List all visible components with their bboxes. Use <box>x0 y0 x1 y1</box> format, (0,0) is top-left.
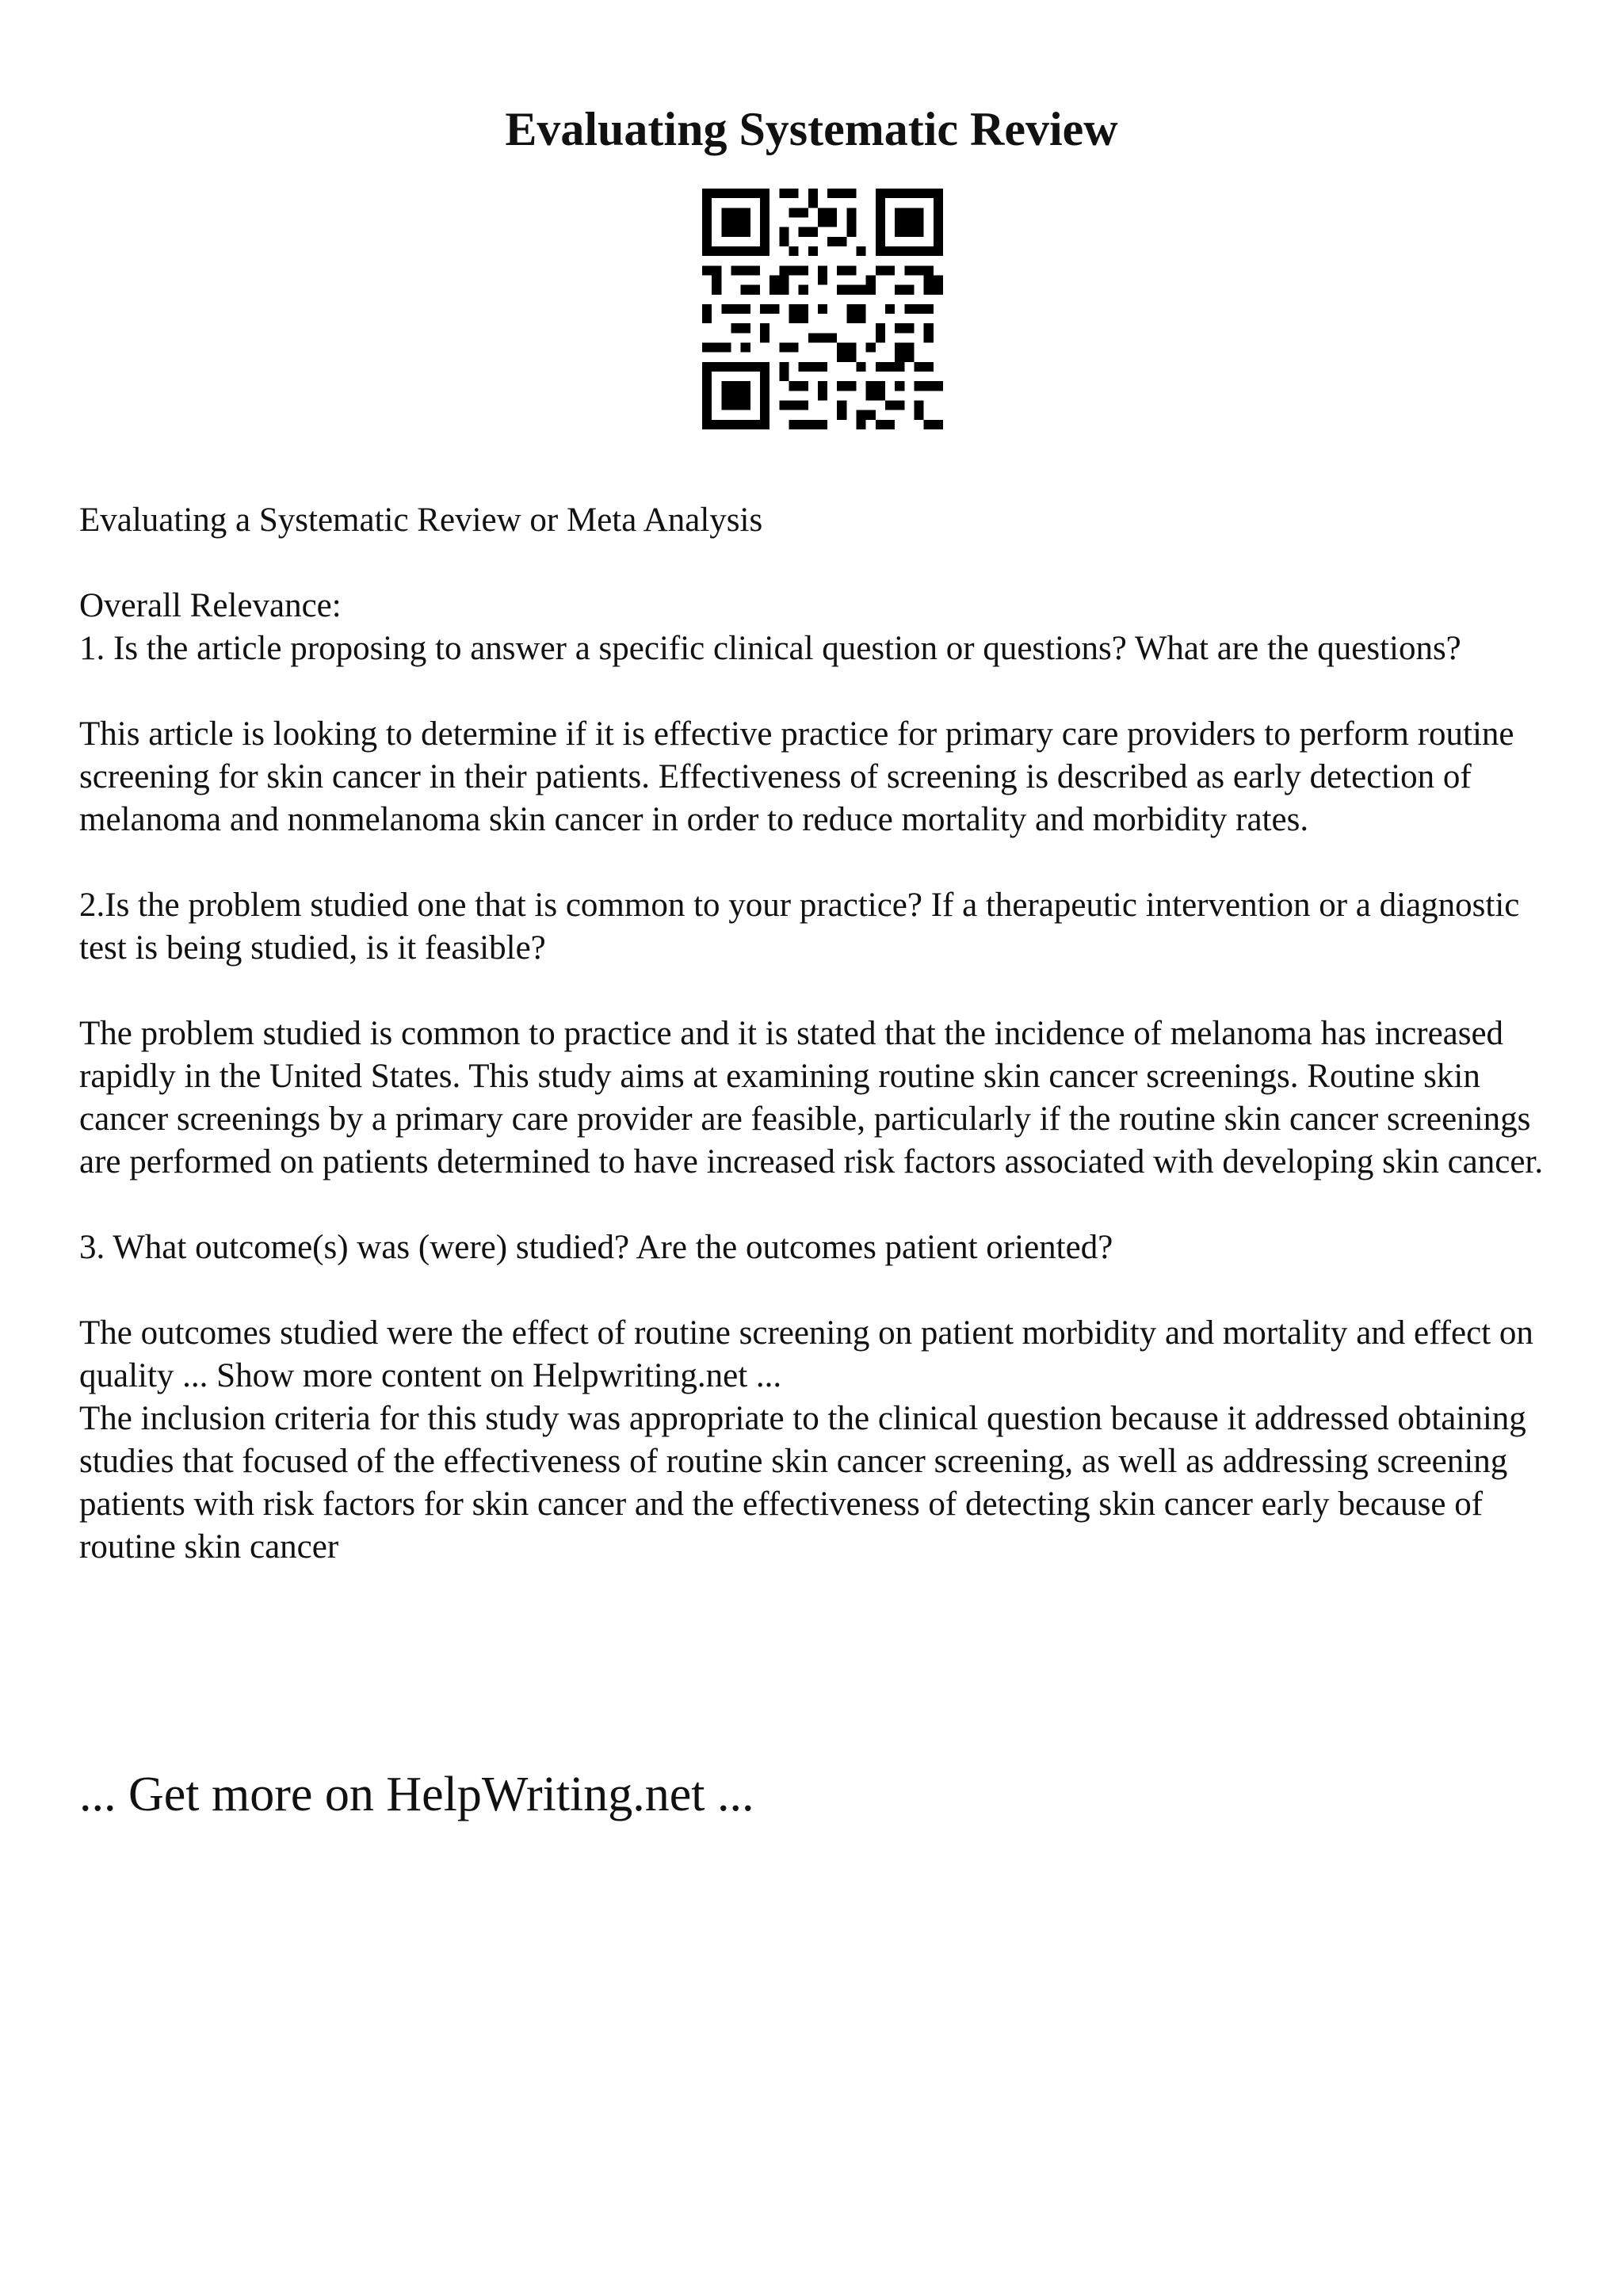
answer-4: The inclusion criteria for this study was appropriate to the clinical question because it addressed obtaining studies that focused of the effectiveness of routine skin cancer screening, as well as addressing screening patients with risk factors for skin cancer and the effectiveness of detecting skin cancer early because of routine skin cancer <box>79 1400 1535 1566</box>
page-title: Evaluating Systematic Review <box>505 103 1118 155</box>
question-2: 2.Is the problem studied one that is common to your practice? If a therapeutic intervention or a diagnostic test is being studied, is it feasible? <box>79 887 1529 967</box>
qr-code-icon[interactable] <box>702 189 943 429</box>
document-body <box>79 499 1545 1569</box>
section-label: Overall Relevance: <box>79 587 342 624</box>
answer-2: The problem studied is common to practice and it is stated that the incidence of melanoma has increased rapidly in the United States. This study aims at examining routine skin cancer screenings. Routine skin cancer screenings by a primary care provider are feasible, particularly if the routine skin cancer screenings are performed on patients determined to have increased risk factors associated with developing skin cancer. <box>79 1015 1544 1180</box>
get-more-link[interactable]: ... Get more on HelpWriting.net ... <box>79 1768 754 1821</box>
question-3: 3. What outcome(s) was (were) studied? Are the outcomes patient oriented? <box>79 1229 1113 1266</box>
answer-3: The outcomes studied were the effect of routine screening on patient morbidity and mortality and effect on quality ... Show more content on Helpwriting.net ... <box>79 1314 1542 1394</box>
answer-1: This article is looking to determine if it is effective practice for primary care providers to perform routine screening for skin cancer in their patients. Effectiveness of screening is described as early detection of melanoma and nonmelanoma skin cancer in order to reduce mortality and morbidity rates. <box>79 715 1523 838</box>
question-1: 1. Is the article proposing to answer a specific clinical question or questions? What are the questions? <box>79 630 1461 667</box>
document-heading: Evaluating a Systematic Review or Meta Analysis <box>79 502 763 539</box>
